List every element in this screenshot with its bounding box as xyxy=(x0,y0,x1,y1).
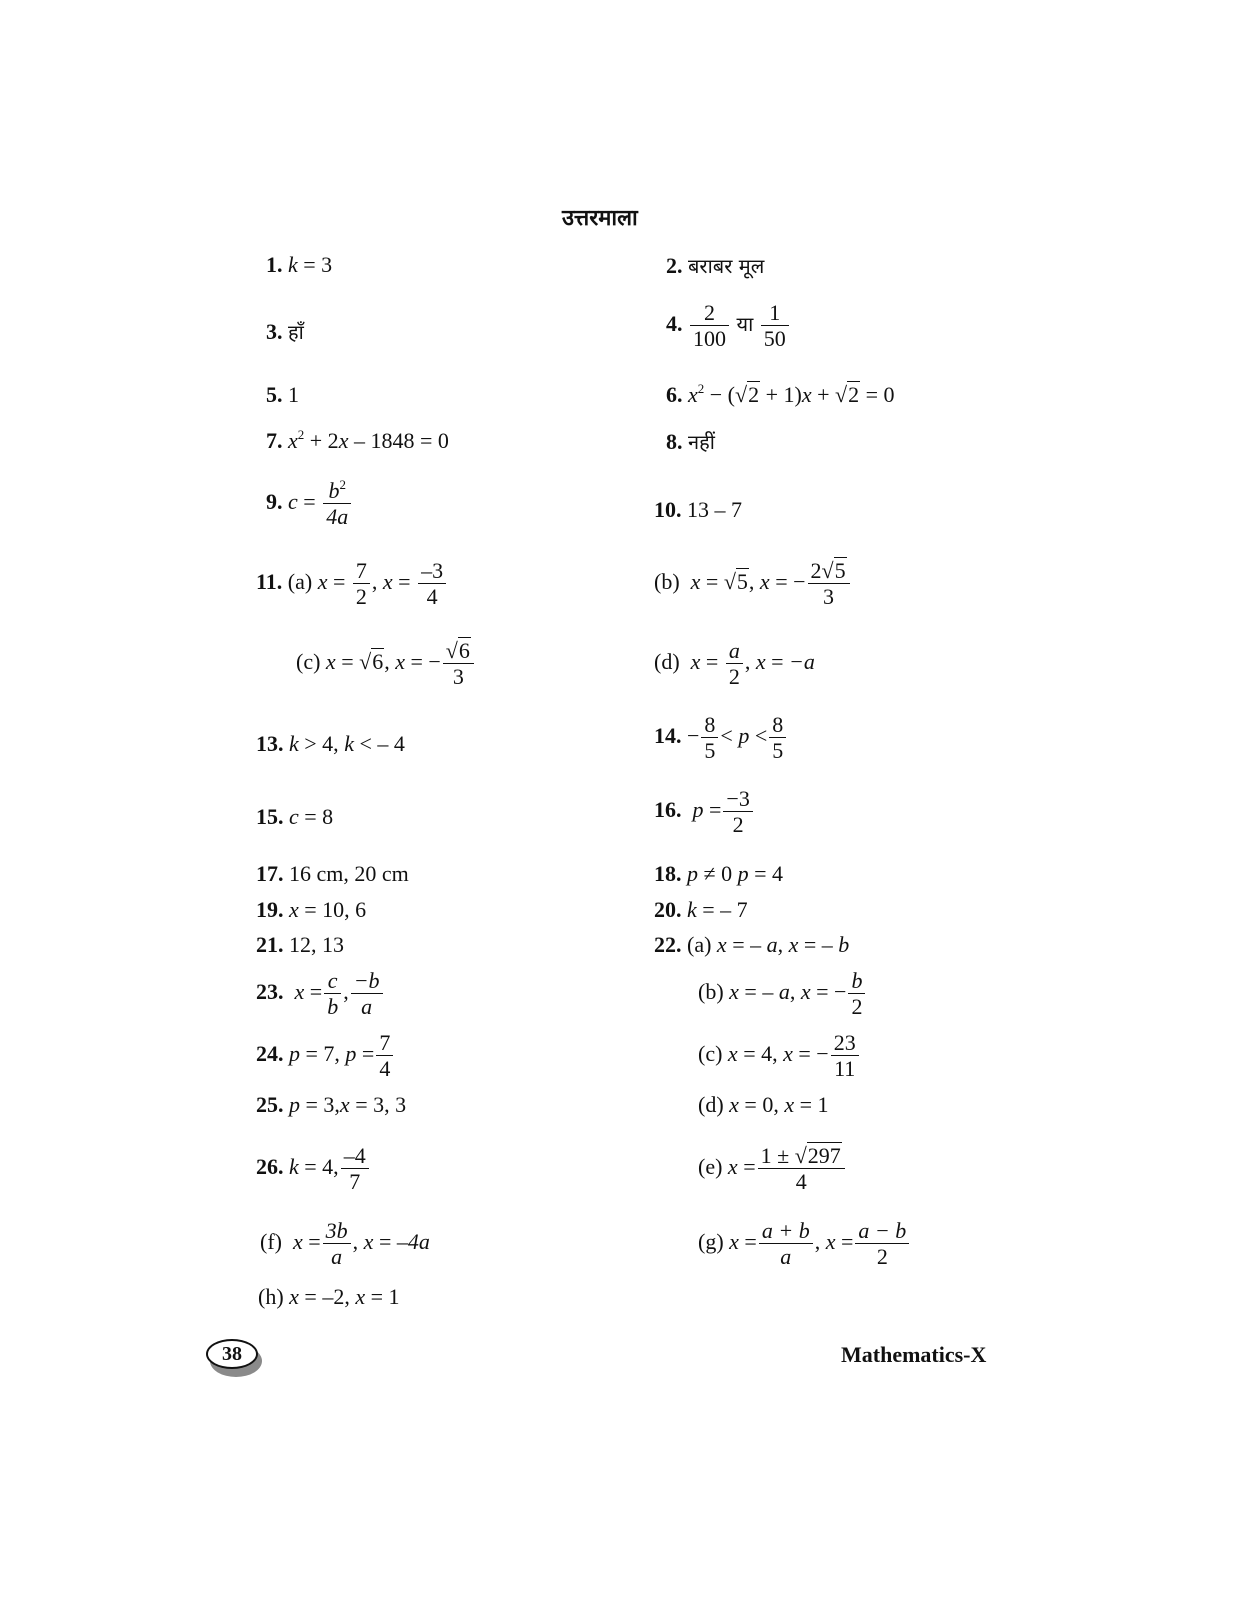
fraction: $\frac{b^2}{4a}$ xyxy=(323,478,351,530)
answer-22a: 22. (a) x = – a, x = – b xyxy=(654,932,850,957)
answer-2: 2. बराबर मूल xyxy=(666,253,765,278)
fraction: $\frac{8}{5}$ xyxy=(701,712,718,764)
answer-1: 1. k = 3 xyxy=(266,252,333,277)
answer-26f: (f) x = $\frac{3b}{a}$ , x = –4a xyxy=(260,1218,430,1270)
fraction: $\frac{23}{11}$ xyxy=(831,1030,859,1082)
answer-4: 4. $\frac{2}{100}$ या $\frac{1}{50}$ xyxy=(666,300,791,352)
page-number-badge xyxy=(206,1339,262,1373)
fraction: $\frac{1}{50}$ xyxy=(761,300,789,352)
answer-15: 15. c = 8 xyxy=(256,804,334,829)
answer-18: 18. p ≠ 0 p = 4 xyxy=(654,861,783,886)
answer-22g: (g) x = $\frac{a + b}{a}$ , x = $\frac{a - b}{2}$ xyxy=(698,1218,911,1270)
answer-19: 19. x = 10, 6 xyxy=(256,897,367,922)
fraction: $\frac{√6}{3}$ xyxy=(443,638,474,690)
answer-10: 10. 13 – 7 xyxy=(654,497,742,522)
fraction: $\frac{-3}{4}$ xyxy=(418,558,446,610)
answer-6: 6. $x^2 - (√2 + 1)x + √2 = 0$ xyxy=(666,381,895,407)
answer-8: 8. नहीं xyxy=(666,429,715,454)
answer-22c: (c) x = 4, x = − $\frac{23}{11}$ xyxy=(698,1030,861,1082)
fraction: $\frac{2√5}{3}$ xyxy=(808,558,850,610)
answer-5: 5. 1 xyxy=(266,382,299,407)
fraction: $\frac{a + b}{a}$ xyxy=(759,1218,813,1270)
fraction: $\frac{b}{2}$ xyxy=(848,968,865,1020)
answer-26: 26. k = 4, $\frac{-4}{7}$ xyxy=(256,1143,371,1195)
answer-24: 24. p = 7, p = $\frac{7}{4}$ xyxy=(256,1030,395,1082)
answer-22b: (b) x = – a, x = − $\frac{b}{2}$ xyxy=(698,968,867,1020)
answer-20: 20. k = – 7 xyxy=(654,897,748,922)
answer-11d: (d) x = $\frac{a}{2}$ , x = −a xyxy=(654,638,815,690)
answer-17: 17. 16 cm, 20 cm xyxy=(256,861,409,886)
answer-3: 3. हाँ xyxy=(266,319,304,344)
fraction: $\frac{7}{2}$ xyxy=(353,558,370,610)
fraction: $\frac{-3}{2}$ xyxy=(723,786,752,838)
fraction: $\frac{1 \pm √297}{4}$ xyxy=(758,1143,845,1195)
fraction: $\frac{-4}{7}$ xyxy=(341,1143,369,1195)
answer-9: 9. c = $\frac{b^2}{4a}$ xyxy=(266,478,353,530)
answer-21: 21. 12, 13 xyxy=(256,932,344,957)
answer-16: 16. p = $\frac{-3}{2}$ xyxy=(654,786,755,838)
answer-11c: (c) x = √6, x = − $\frac{√6}{3}$ xyxy=(296,638,476,690)
fraction: $\frac{a}{2}$ xyxy=(726,638,743,690)
fraction: $\frac{7}{4}$ xyxy=(376,1030,393,1082)
answer-22d: (d) x = 0, x = 1 xyxy=(698,1092,829,1117)
answer-7: 7. $x^2 + 2x - 1848 = 0$ xyxy=(266,427,449,453)
fraction: $\frac{8}{5}$ xyxy=(769,712,786,764)
fraction: $\frac{a - b}{2}$ xyxy=(855,1218,909,1270)
fraction: $\frac{2}{100}$ xyxy=(690,300,729,352)
answer-13: 13. k > 4, k < – 4 xyxy=(256,731,405,756)
book-title: Mathematics-X xyxy=(841,1342,987,1367)
answer-11a: 11. (a) x = $\frac{7}{2}$ , x = $\frac{-3}{4}$ xyxy=(256,558,448,610)
page-number: 38 xyxy=(206,1339,258,1369)
page-title: उत्तरमाला xyxy=(562,206,638,231)
answer-23: 23. x = $\frac{c}{b}$ , $\frac{-b}{a}$ xyxy=(256,968,385,1020)
fraction: $\frac{-b}{a}$ xyxy=(351,968,383,1020)
answer-22e: (e) x = $\frac{1 \pm √297}{4}$ xyxy=(698,1143,847,1195)
answer-26h: (h) x = –2, x = 1 xyxy=(258,1284,400,1309)
answer-11b: (b) x = √5, x = − $\frac{2√5}{3}$ xyxy=(654,558,852,610)
fraction: $\frac{3b}{a}$ xyxy=(323,1218,351,1270)
fraction: $\frac{c}{b}$ xyxy=(324,968,341,1020)
answer-25: 25. p = 3,x = 3, 3 xyxy=(256,1092,407,1117)
answer-14: 14. − $\frac{8}{5}$ < p < $\frac{8}{5}$ xyxy=(654,712,788,764)
